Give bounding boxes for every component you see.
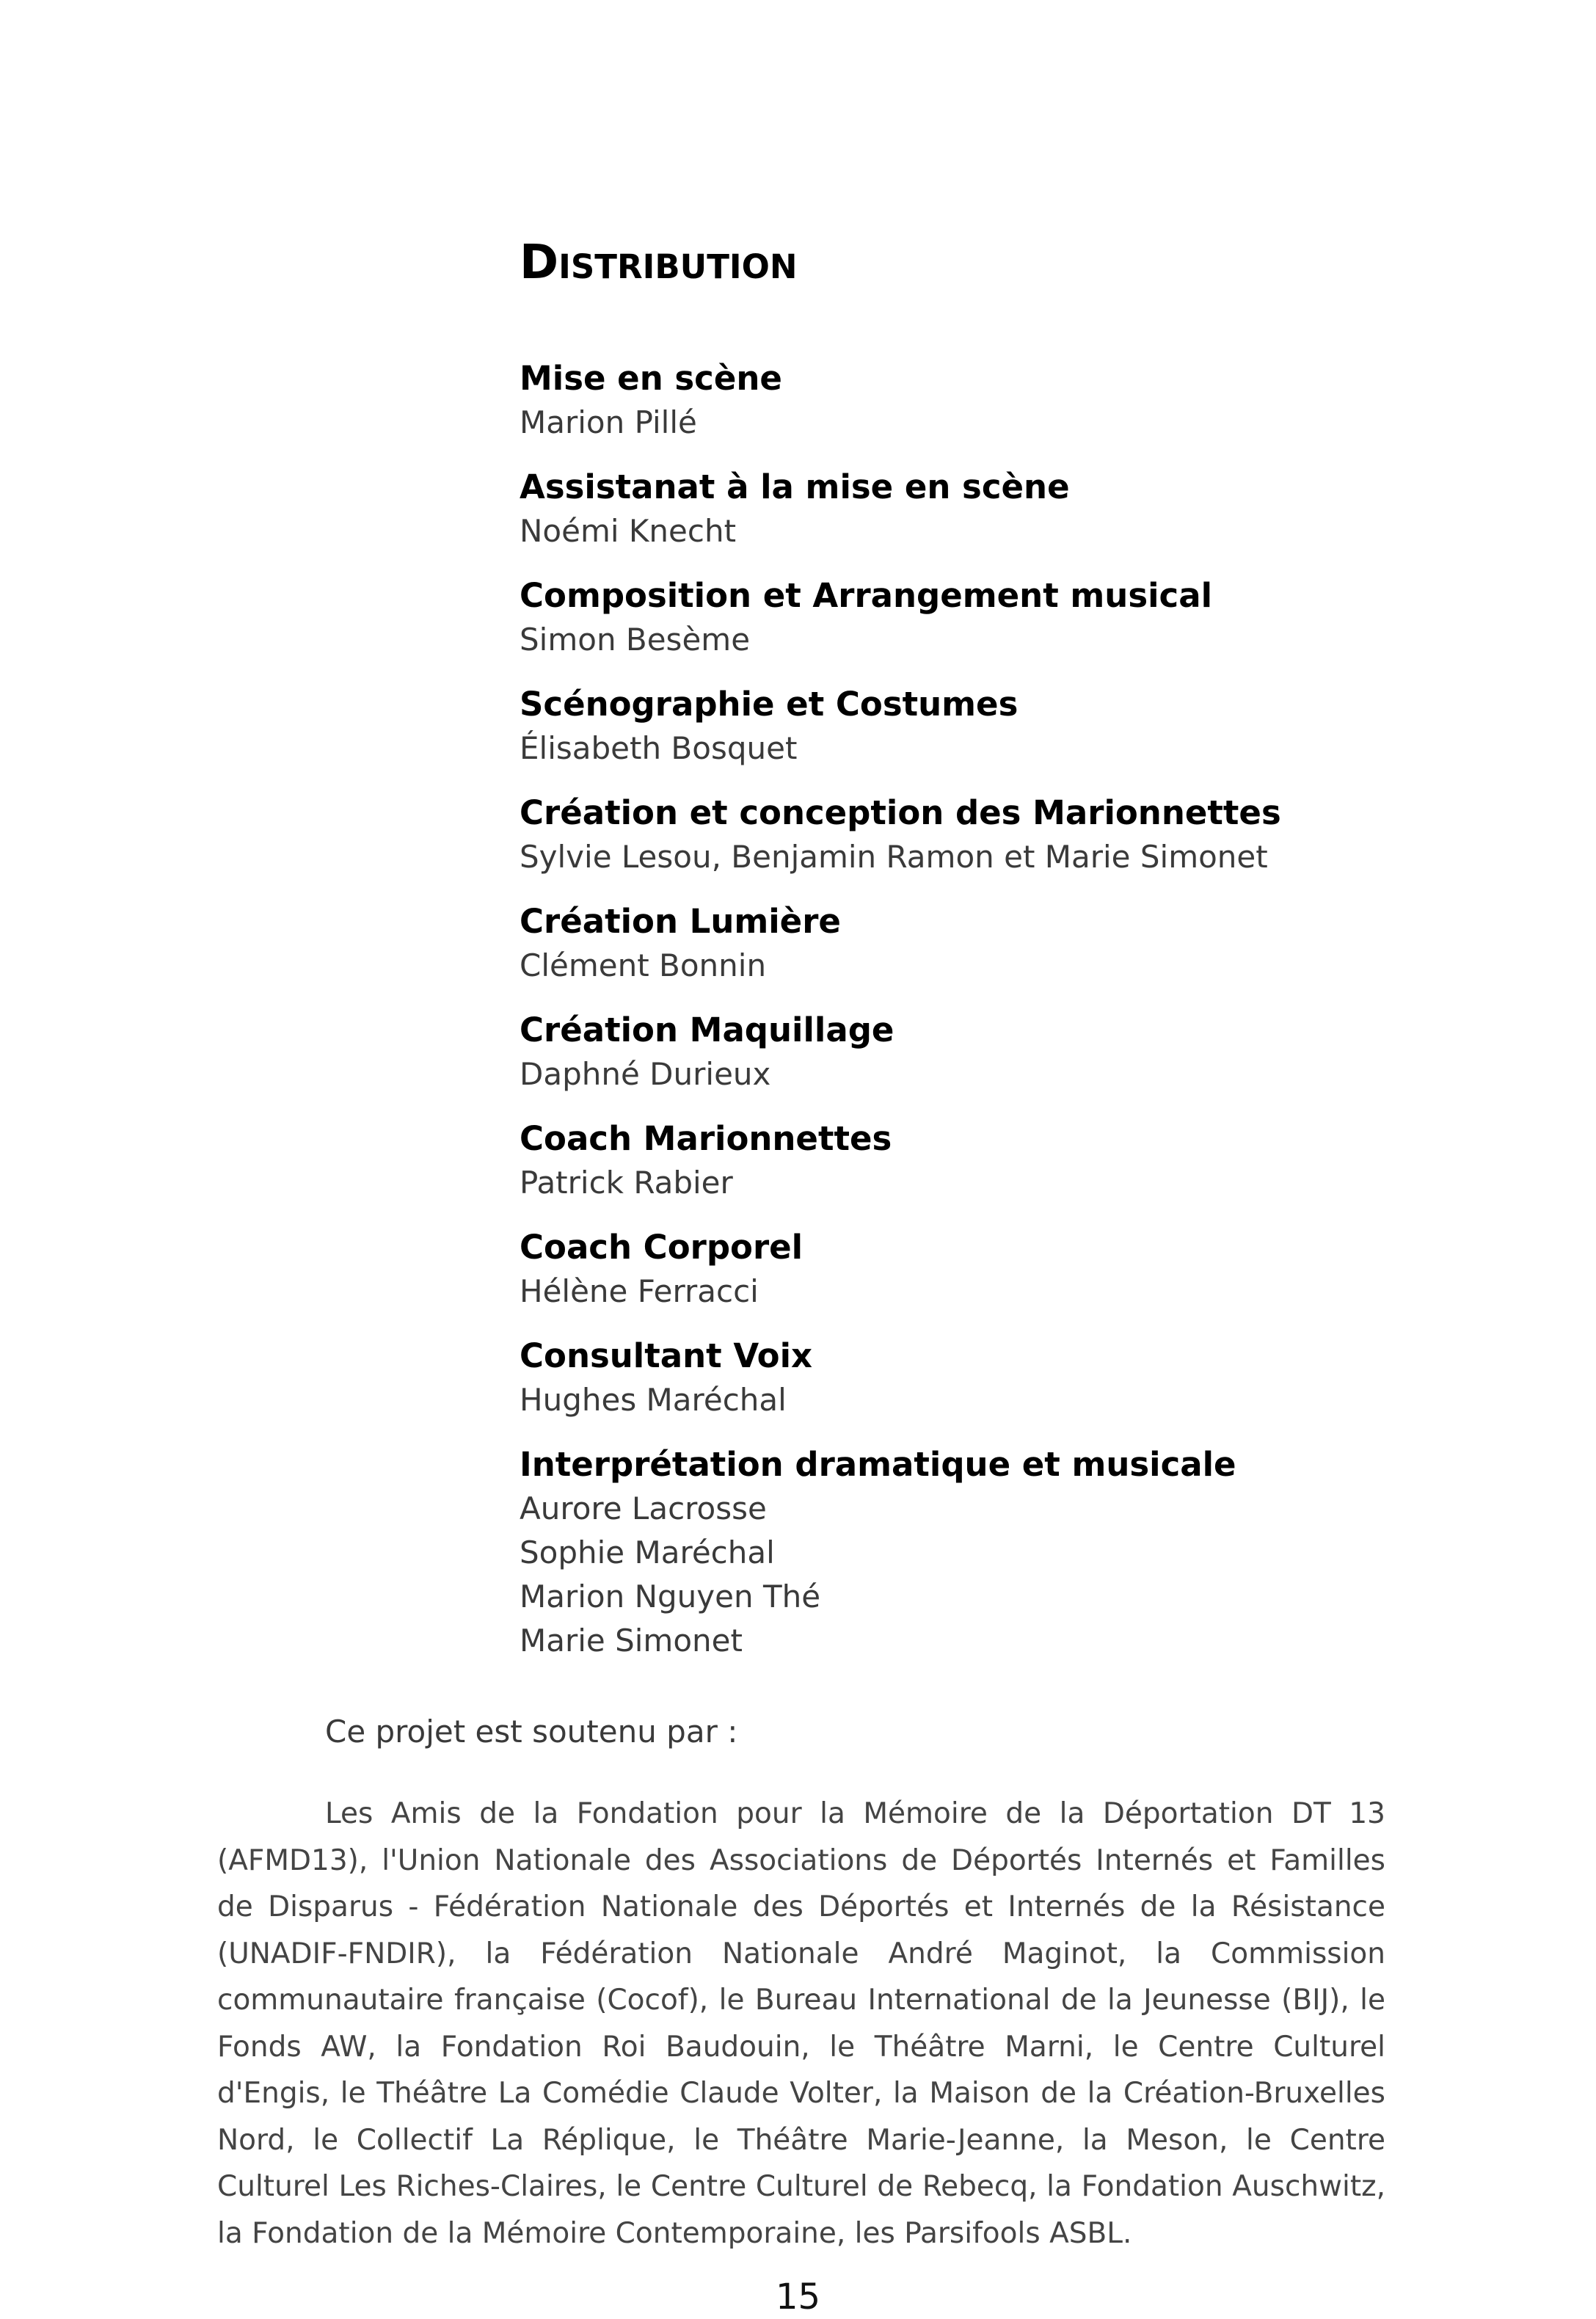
credit-role: Création Maquillage	[520, 1011, 894, 1049]
credit-entry	[520, 1117, 1473, 1205]
credit-name: Clément Bonnin	[520, 947, 767, 983]
credit-names	[520, 509, 1473, 553]
credit-role: Consultant Voix	[520, 1336, 813, 1375]
credit-names	[520, 401, 1473, 445]
credits-list	[520, 357, 1473, 1683]
credit-names	[520, 1378, 1473, 1422]
credit-name: Élisabeth Bosquet	[520, 730, 798, 766]
support-intro: Ce projet est soutenu par :	[325, 1714, 738, 1750]
support-paragraph: Les Amis de la Fondation pour la Mémoire de la Déportation DT 13 (AFMD13), l'Union Nationale des Associations de Déportés Internés et Familles de Disparus - Fédération Nationale des Déportés et Internés de la Résistance (UNADIF-FNDIR), la Fédération Nationale André Maginot, la Commission communautaire française (Cocof), le Bureau International de la Jeunesse (BIJ), le Fonds AW, la Fondation Roi Baudouin, le Théâtre Marni, le Centre Culturel d'Engis, le Théâtre La Comédie Claude Volter, la Maison de la Création-Bruxelles Nord, le Collectif La Réplique, le Théâtre Marie-Jeanne, la Meson, le Centre Culturel Les Riches-Claires, le Centre Culturel de Rebecq, la Fondation Auschwitz, la Fondation de la Mémoire Contemporaine, les Parsifools ASBL.	[217, 1797, 1385, 2250]
credit-name: Patrick Rabier	[520, 1165, 733, 1201]
credit-entry	[520, 357, 1473, 445]
credit-name: Hélène Ferracci	[520, 1273, 759, 1309]
credit-role: Interprétation dramatique et musicale	[520, 1445, 1236, 1484]
credit-names	[520, 1161, 1473, 1205]
credit-names	[520, 1487, 1473, 1663]
credit-name: Marie Simonet	[520, 1623, 743, 1659]
credit-role: Coach Corporel	[520, 1228, 804, 1267]
credit-entry	[520, 791, 1473, 879]
credit-names	[520, 1270, 1473, 1314]
credit-entry	[520, 465, 1473, 553]
credit-role: Assistanat à la mise en scène	[520, 467, 1070, 506]
credit-name: Sophie Maréchal	[520, 1535, 775, 1570]
credit-entry	[520, 574, 1473, 662]
credit-names	[520, 944, 1473, 988]
credit-names	[520, 618, 1473, 662]
page-number: 15	[775, 2276, 821, 2318]
credit-names	[520, 727, 1473, 771]
credit-name: Daphné Durieux	[520, 1056, 771, 1092]
credit-name: Simon Besème	[520, 622, 751, 658]
credit-name: Noémi Knecht	[520, 513, 737, 549]
credit-name: Marion Nguyen Thé	[520, 1579, 821, 1614]
credit-role: Composition et Arrangement musical	[520, 576, 1212, 615]
credit-name: Sylvie Lesou, Benjamin Ramon et Marie Simonet	[520, 839, 1268, 875]
credit-name: Aurore Lacrosse	[520, 1490, 767, 1526]
credit-name: Hughes Maréchal	[520, 1382, 787, 1418]
credit-entry	[520, 1443, 1473, 1663]
credit-names	[520, 835, 1473, 879]
credit-entry	[520, 900, 1473, 988]
credit-entry	[520, 682, 1473, 771]
credit-name: Marion Pillé	[520, 404, 697, 440]
credit-names	[520, 1052, 1473, 1096]
credit-entry	[520, 1226, 1473, 1314]
credit-entry	[520, 1334, 1473, 1422]
credit-role: Création et conception des Marionnettes	[520, 793, 1281, 832]
credit-role: Mise en scène	[520, 359, 782, 398]
credit-role: Coach Marionnettes	[520, 1119, 892, 1158]
credit-entry	[520, 1008, 1473, 1096]
credit-role: Scénographie et Costumes	[520, 685, 1019, 724]
page-title: Distribution	[520, 236, 798, 290]
credit-role: Création Lumière	[520, 902, 841, 941]
